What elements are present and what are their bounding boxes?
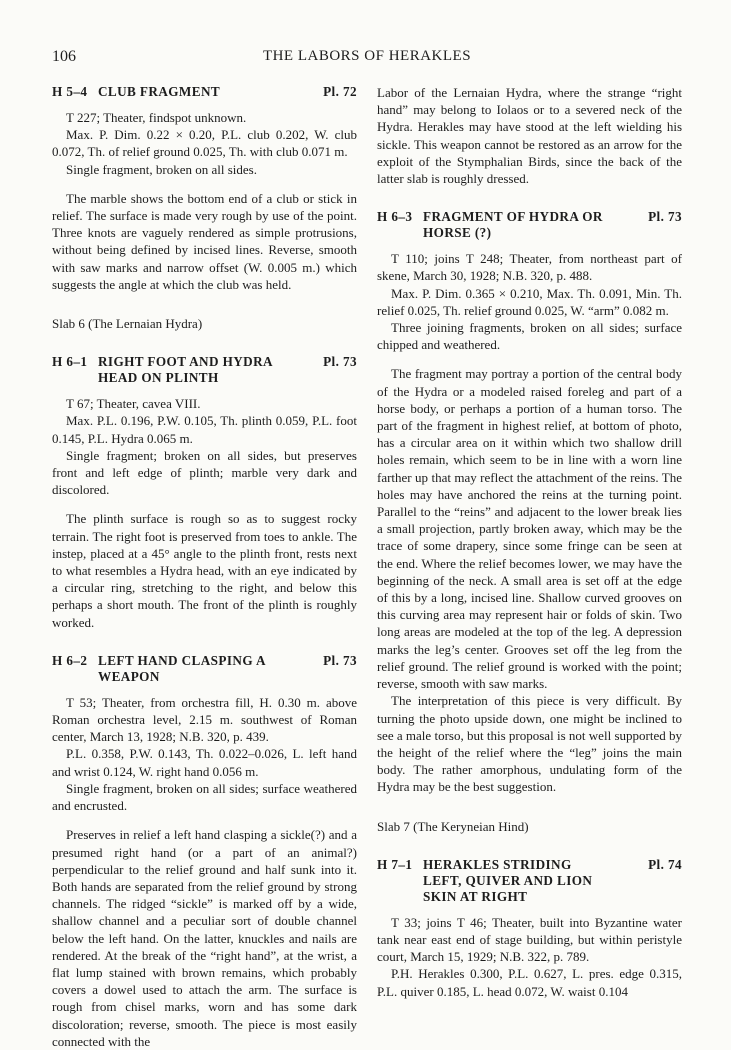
entry-heading: [377, 209, 682, 241]
entry-title: HERAKLES STRIDING LEFT, QUIVER AND LION SKIN AT RIGHT: [423, 856, 593, 904]
entry-id: H 6–2: [52, 652, 88, 668]
entry-title: RIGHT FOOT AND HYDRA HEAD ON PLINTH: [98, 354, 273, 386]
condition: Single fragment, broken on all sides; surface weathered and encrusted.: [52, 780, 357, 814]
condition: Three joining fragments, broken on all sides; surface chipped and weathered.: [377, 320, 682, 353]
plate-reference: Pl. 73: [323, 354, 357, 370]
condition: Single fragment, broken on all sides.: [66, 161, 257, 177]
dimensions: Max. P. Dim. 0.365 × 0.210, Max. Th. 0.091, Min. Th. relief 0.025, Th. relief ground 0.025, W. “arm” 0.082 m.: [377, 285, 682, 318]
catalog-entry-h5-4: [52, 84, 357, 293]
entry-title: LEFT HAND CLASPING A WEAPON: [98, 652, 266, 684]
description: The fragment may portray a portion of the central body of the Hydra or a modeled raised foreleg and part of a horse body, or perhaps a portion of a human torso. The part of the fragment in highest relief, at bottom of photo, has a circular area on it within which two shallow drill holes remain, which seem to be in line with a worn line farther up that may reflect the attachment of the reins. The holes may have anchored the reins at the turning point. Parallel to the “reins” and adjacent to the lower break lies a small projection, partly broken away, which may be the trace of some drapery, since some fringe can be seen at the end. Where the relief becomes lower, we may have the beginning of the neck. A small area is set off at the edge of this by a long, incised line. Shallow curved grooves on this curving area may represent hair or folds of skin. Two long areas are modeled at the top of the leg. A depression marks the leg’s center. Grooves set off the leg from the relief ground. The relief ground is worked with the point; reverse, smooth with saw marks.: [377, 366, 682, 692]
entry-id: H 6–1: [52, 354, 88, 370]
right-column: [377, 84, 682, 1000]
slab-heading-7: Slab 7 (The Keryneian Hind): [377, 818, 529, 834]
dimensions: P.H. Herakles 0.300, P.L. 0.627, L. pres. edge 0.315, P.L. quiver 0.185, L. head 0.072, W. waist 0.104: [377, 966, 682, 999]
catalog-info: T 227; Theater, findspot unknown.: [66, 110, 247, 125]
catalog-entry-h7-1: [377, 857, 682, 1000]
description: The plinth surface is rough so as to suggest rocky terrain. The right foot is preserved from toes to ankle. The instep, placed at a 45° angle to the plinth front, rests next to what resembles a Hydra head, with an eye indicated by a circular ring, stretching to the right, and below this perhaps a short mouth. The front of the plinth is roughly worked.: [52, 511, 357, 630]
catalog-entry-h6-3: [377, 209, 682, 795]
entry-heading: [52, 354, 357, 386]
entry-title: FRAGMENT OF HYDRA OR HORSE (?): [423, 209, 603, 241]
catalog-entry-h6-2: [52, 653, 357, 1050]
description: Preserves in relief a left hand clasping a sickle(?) and a presumed right hand (or a part of an animal?) perpendicular to the relief ground and half sunk into it. Both hands are separated from the relief ground by strong channels. The ridged “sickle” is marked off by a wide, shallow channel and a peculiar sort of double channel below the left hand. On the latter, knuckles and nails are rendered. At the break of the “right hand”, at the wrist, a flat lump stained with brown remains, which probably covers a dowel used to attach the arm. The surface is rough from chisel marks, worn and has some dark discoloration; reverse, smooth. The piece is most easily connected with the: [52, 827, 357, 1049]
page-number: 106: [52, 48, 76, 65]
plate-reference: Pl. 73: [323, 652, 357, 668]
dimensions: Max. P.L. 0.196, P.W. 0.105, Th. plinth 0.059, P.L. foot 0.145, P.L. Hydra 0.065 m.: [52, 413, 357, 446]
left-column: [52, 84, 357, 1050]
plate-reference: Pl. 74: [648, 856, 682, 872]
condition: Single fragment; broken on all sides, but preserves front and left edge of plinth; marble very dark and discolored.: [52, 447, 357, 498]
dimensions: P.L. 0.358, P.W. 0.143, Th. 0.022–0.026, L. left hand and wrist 0.124, W. right hand 0.056 m.: [52, 746, 357, 779]
dimensions: Max. P. Dim. 0.22 × 0.20, P.L. club 0.202, W. club 0.072, Th. of relief ground 0.025, Th. with club 0.071 m.: [52, 127, 357, 160]
running-head: THE LABORS OF HERAKLES: [262, 48, 472, 64]
plate-reference: Pl. 72: [323, 84, 357, 99]
catalog-info: T 67; Theater, cavea VIII.: [66, 396, 201, 412]
plate-reference: Pl. 73: [648, 209, 682, 225]
entry-id: H 6–3: [377, 209, 413, 225]
interpretation: The interpretation of this piece is very difficult. By turning the photo upside down, one might be inclined to see a male torso, but this proposal is not well supported by the height of the relief where the “leg” joins the main body. The rather amorphous, undulating form of the Hydra may be the best suggestion.: [377, 693, 682, 795]
catalog-info: T 53; Theater, from orchestra fill, H. 0.30 m. above Roman orchestra level, 2.15 m. southwest of Roman center, March 13, 1928; N.B. 320, p. 439.: [52, 694, 357, 745]
catalog-info: T 33; joins T 46; Theater, built into Byzantine water tank near east end of stage building, but within peristyle court, March 15, 1929; N.B. 322, p. 789.: [377, 914, 682, 965]
catalog-info: T 110; joins T 248; Theater, from northeast part of skene, March 30, 1928; N.B. 320, p. 488.: [377, 251, 682, 284]
slab-heading-6: Slab 6 (The Lernaian Hydra): [52, 316, 203, 332]
entry-id: H 7–1: [377, 856, 413, 872]
entry-title: CLUB FRAGMENT: [98, 84, 221, 99]
entry-heading: [52, 653, 357, 685]
entry-heading: [52, 84, 357, 100]
description: The marble shows the bottom end of a club or stick in relief. The surface is made very rough by use of the point. Three knots are vaguely rendered as simple protrusions, without being defined by incised lines. Reverse, smooth with saw marks and narrow offset (W. 0.005 m.) which suggests the angle at which the club was held.: [52, 190, 357, 292]
entry-heading: [377, 857, 682, 905]
entry-id: H 5–4: [52, 84, 88, 99]
page-header: [52, 48, 682, 72]
continued-text: Labor of the Lernaian Hydra, where the strange “right hand” may belong to Iolaos or to a severed neck of the Hydra. Herakles may have stood at the left wielding his sickle. This weapon cannot be restored as an arrow for the exploit of the Stymphalian Birds, since the back of the latter slab is roughly dressed.: [377, 85, 682, 187]
catalog-entry-h6-1: [52, 354, 357, 631]
